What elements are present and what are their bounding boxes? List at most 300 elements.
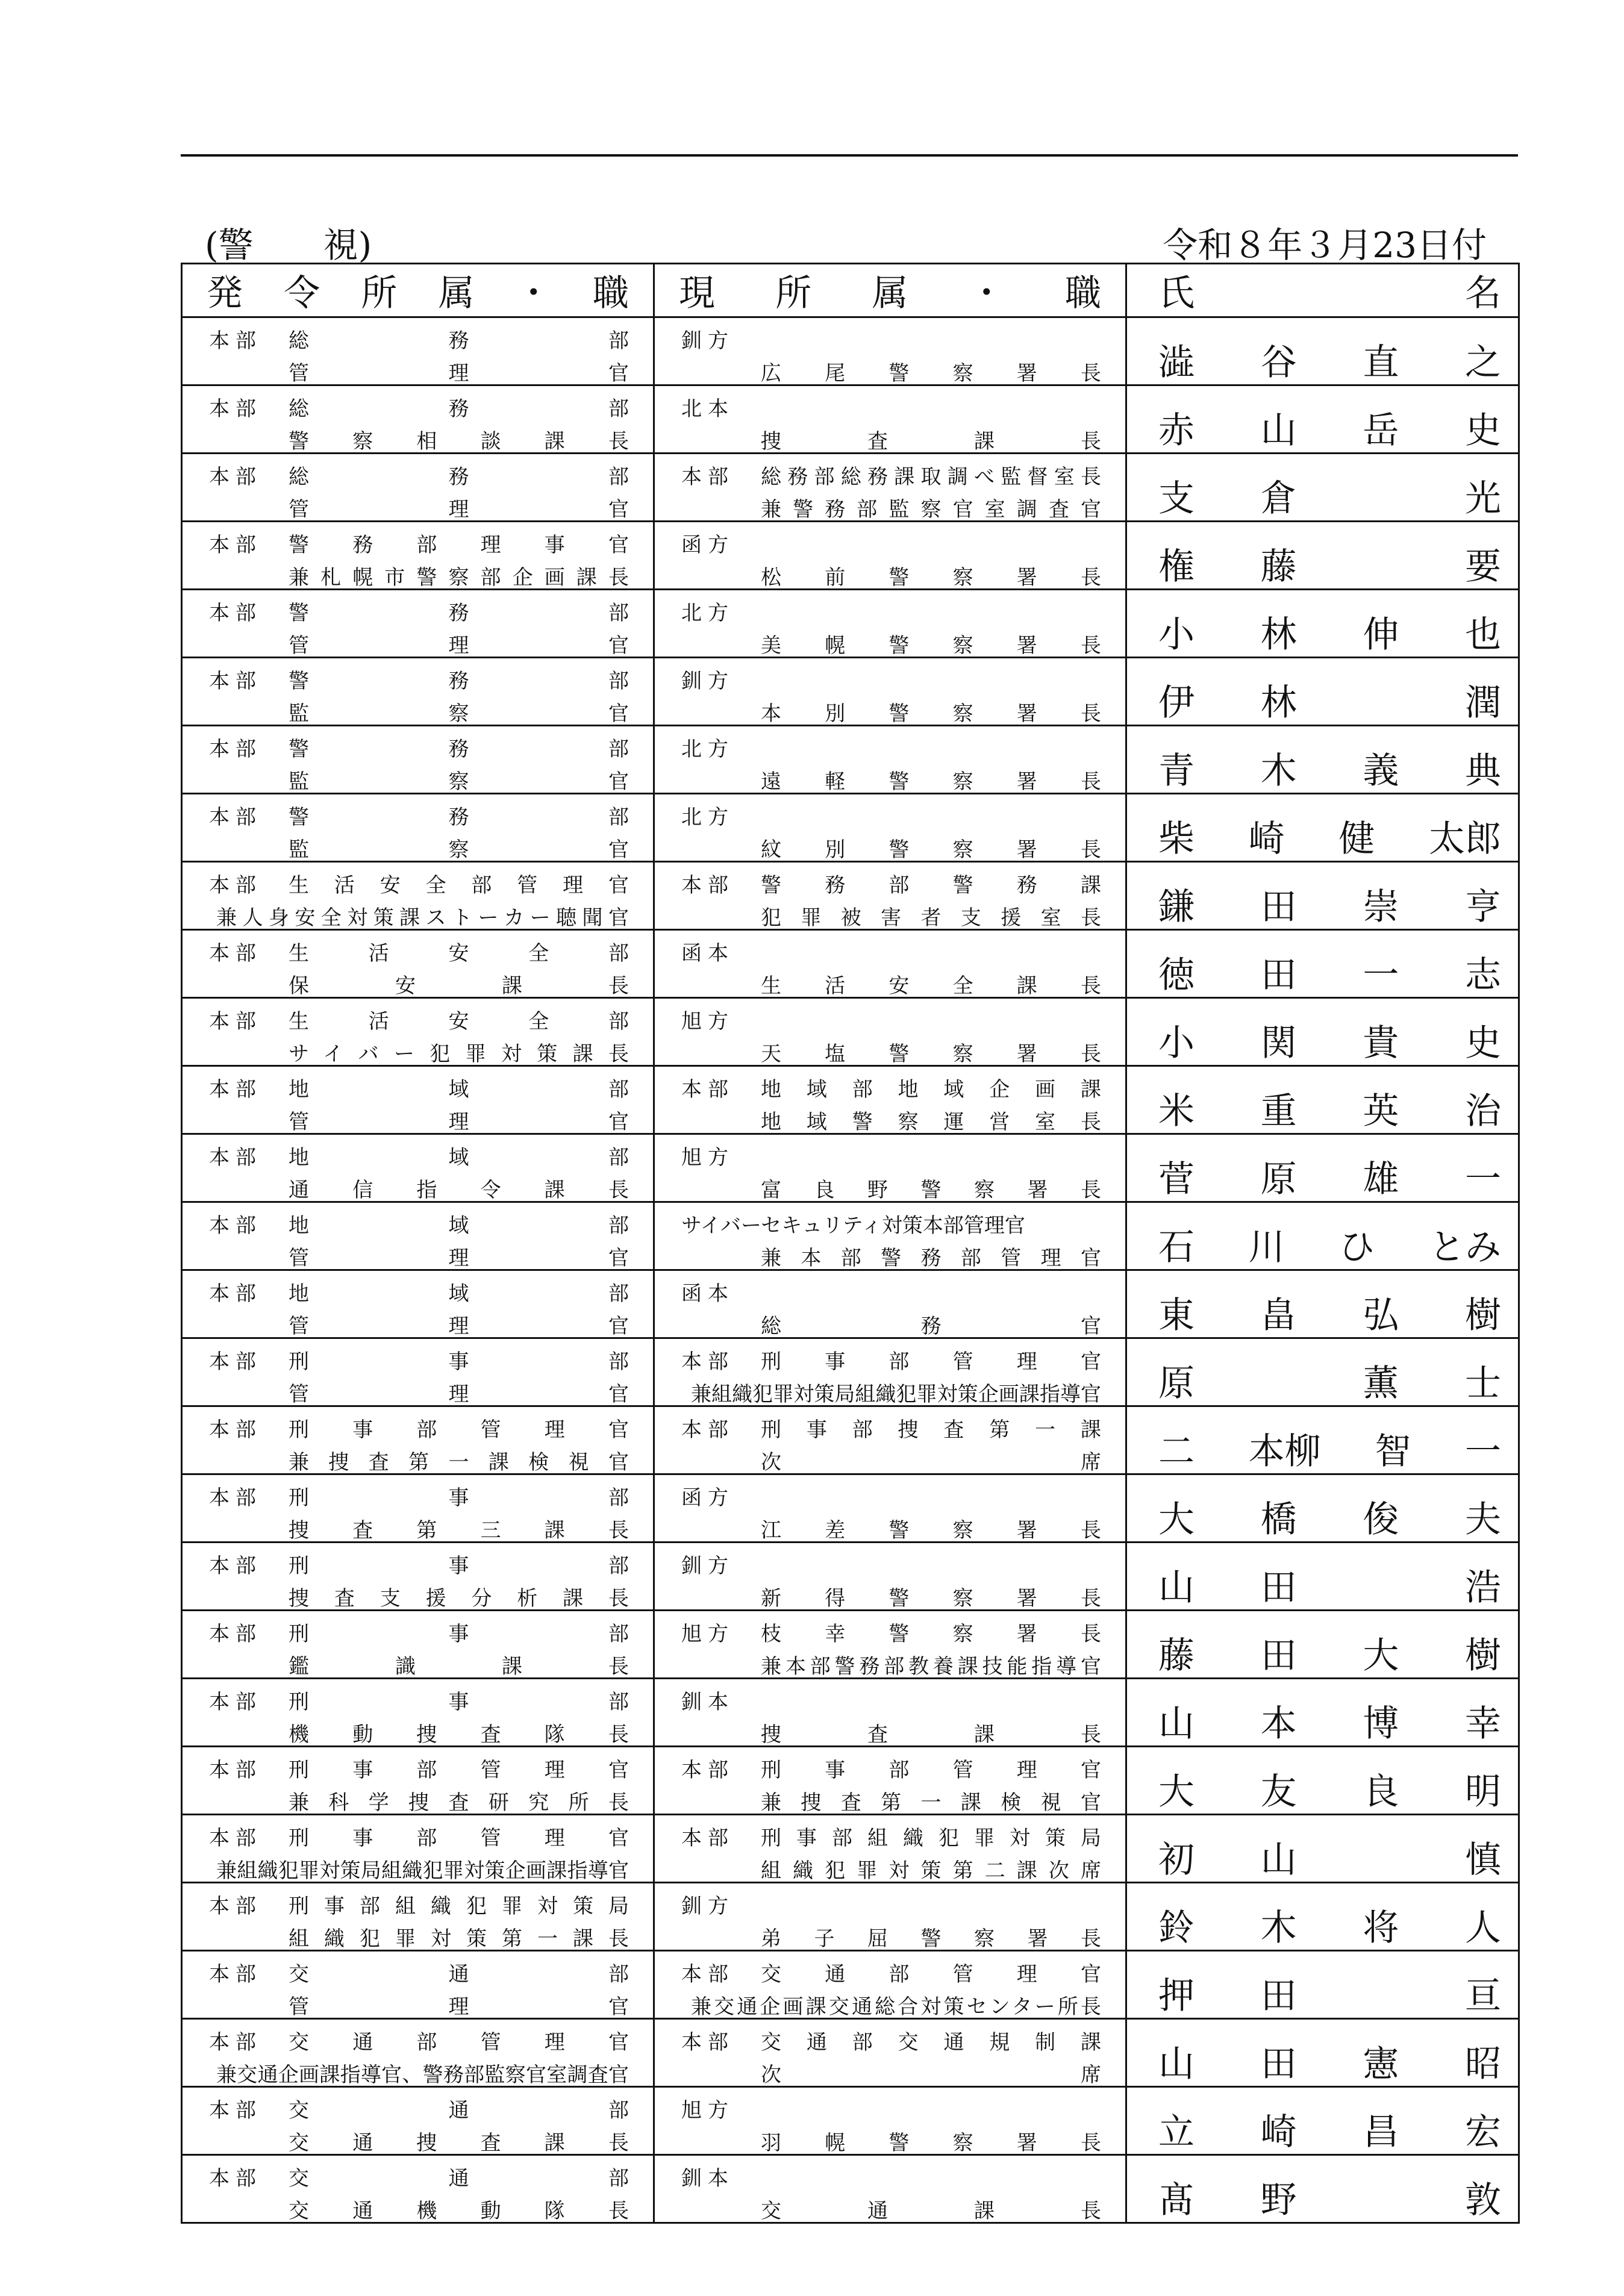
- current-department: [761, 664, 1101, 694]
- current-department: [761, 528, 1101, 558]
- issued-position: 保安課長: [289, 974, 629, 998]
- person-name: 二 本柳 智 一: [1158, 1430, 1501, 1473]
- issued-department: 交通部管理官: [289, 2030, 629, 2054]
- current-post-cell: [654, 454, 1126, 522]
- current-position: 江差警察署長: [761, 1518, 1101, 1543]
- issued-department: 地域部: [289, 1078, 629, 1102]
- issued-position: 兼人身安全対策課ストーカー聴聞官: [216, 906, 629, 930]
- table-row: [182, 1679, 1519, 1747]
- current-org-prefix: 旭方: [681, 1146, 734, 1170]
- issued-post-cell: [182, 2087, 654, 2155]
- table-row: [182, 522, 1519, 590]
- current-department: [761, 392, 1101, 422]
- issued-department: 刑事部管理官: [289, 1826, 629, 1850]
- current-org-prefix: 釧本: [681, 2167, 734, 2191]
- current-post-cell: [654, 590, 1126, 658]
- table-row: [182, 1747, 1519, 1815]
- current-org-prefix: 釧方: [681, 669, 734, 693]
- current-post-cell: [654, 794, 1126, 862]
- current-org-prefix: 釧方: [681, 1554, 734, 1578]
- name-cell: [1126, 522, 1519, 590]
- name-cell: [1126, 1883, 1519, 1951]
- issued-department: 総務部: [289, 397, 629, 421]
- current-department: 交通部管理官: [761, 1962, 1101, 1986]
- current-position: 美幌警察署長: [761, 634, 1101, 658]
- issued-org-prefix: 本部: [209, 1418, 262, 1442]
- person-name: 山 田 憲 昭: [1158, 2043, 1501, 2085]
- current-department: [761, 937, 1101, 966]
- current-position: 松前警察署長: [761, 566, 1101, 590]
- name-cell: [1126, 1338, 1519, 1406]
- issued-post-cell: [182, 2155, 654, 2223]
- table-row: [182, 2087, 1519, 2155]
- issued-position: 監察官: [289, 702, 629, 726]
- issued-org-prefix: 本部: [209, 2167, 262, 2191]
- current-position: 地域警察運営室長: [761, 1110, 1101, 1134]
- person-name: 鎌 田 崇 亨: [1158, 886, 1501, 928]
- effective-date: 令和８年３月23日付: [1163, 225, 1487, 266]
- issued-org-prefix: 本部: [209, 1009, 262, 1034]
- person-name: 鈴 木 将 人: [1158, 1907, 1501, 1949]
- table-row: [182, 930, 1519, 998]
- current-position: 兼捜査第一課検視官: [761, 1791, 1101, 1815]
- issued-department: 刑事部組織犯罪対策局: [289, 1894, 629, 1918]
- issued-org-prefix: 本部: [209, 669, 262, 693]
- current-position: 交通課長: [761, 2199, 1101, 2223]
- current-org-prefix: 釧本: [681, 1690, 734, 1714]
- current-position: 紋別警察署長: [761, 838, 1101, 862]
- issued-position: 兼組織犯罪対策局組織犯罪対策企画課指導官: [216, 1859, 629, 1883]
- current-post-cell: [654, 862, 1126, 930]
- current-org-prefix: 釧方: [681, 1894, 734, 1918]
- person-name: 伊 林 潤: [1158, 682, 1501, 724]
- current-department: [761, 1481, 1101, 1511]
- current-post-cell: [654, 658, 1126, 726]
- rank-heading: (警 視): [205, 225, 372, 266]
- issued-org-prefix: 本部: [209, 1554, 262, 1578]
- issued-department: 生活安全部: [289, 941, 629, 966]
- issued-department: 刑事部: [289, 1350, 629, 1374]
- table-row: [182, 1134, 1519, 1202]
- name-cell: [1126, 2019, 1519, 2087]
- person-name: 支 倉 光: [1158, 478, 1501, 520]
- current-position: 次席: [761, 2063, 1101, 2087]
- person-name: 青 木 義 典: [1158, 750, 1501, 792]
- issued-org-prefix: 本部: [209, 2030, 262, 2054]
- current-position: 兼本部警務部管理官: [761, 1246, 1101, 1270]
- name-cell: [1126, 1202, 1519, 1270]
- current-post-cell: [654, 385, 1126, 454]
- current-department: 刑事部管理官: [761, 1350, 1101, 1374]
- issued-post-cell: [182, 1066, 654, 1134]
- table-row: [182, 2019, 1519, 2087]
- current-post-cell: [654, 1474, 1126, 1543]
- table-row: [182, 862, 1519, 930]
- table-row: [182, 794, 1519, 862]
- col-name: 氏 名: [1126, 264, 1519, 317]
- person-name: 菅 原 雄 一: [1158, 1158, 1501, 1200]
- current-position: 本別警察署長: [761, 702, 1101, 726]
- issued-post-cell: [182, 794, 654, 862]
- person-name: 大 橋 俊 夫: [1158, 1499, 1501, 1541]
- issued-department: 地域部: [289, 1146, 629, 1170]
- current-org-prefix: 北方: [681, 737, 734, 761]
- current-org-prefix: 本部: [681, 1350, 734, 1374]
- issued-department: 刑事部: [289, 1554, 629, 1578]
- current-post-cell: [654, 522, 1126, 590]
- current-department: 交通部交通規制課: [761, 2030, 1101, 2054]
- person-name: 石 川 ひ とみ: [1158, 1226, 1501, 1268]
- current-org: サイバーセキュリティ対策本部管理官: [681, 1214, 1025, 1238]
- current-position: 弟子屈警察署長: [761, 1927, 1101, 1951]
- current-department: [761, 1141, 1101, 1170]
- current-post-cell: [654, 1679, 1126, 1747]
- issued-post-cell: [182, 1951, 654, 2019]
- current-department: [761, 800, 1101, 830]
- current-position: 広尾警察署長: [761, 361, 1101, 385]
- person-name: 澁 谷 直 之: [1158, 342, 1501, 384]
- name-cell: [1126, 1066, 1519, 1134]
- person-name: 赤 山 岳 史: [1158, 410, 1501, 452]
- issued-position: 監察官: [289, 838, 629, 862]
- current-position: 羽幌警察署長: [761, 2131, 1101, 2155]
- issued-position: 管理官: [289, 634, 629, 658]
- current-post-cell: [654, 1406, 1126, 1474]
- issued-org-prefix: 本部: [209, 1146, 262, 1170]
- current-position: 遠軽警察署長: [761, 770, 1101, 794]
- issued-department: 警務部: [289, 805, 629, 829]
- current-org-prefix: 北方: [681, 805, 734, 829]
- current-position: 次席: [761, 1450, 1101, 1474]
- issued-position: 管理官: [289, 1995, 629, 2019]
- issued-position: 管理官: [289, 1314, 629, 1338]
- current-post-cell: [654, 998, 1126, 1066]
- issued-org-prefix: 本部: [209, 1962, 262, 1986]
- person-name: 権 藤 要: [1158, 546, 1501, 588]
- current-post-cell: [654, 1338, 1126, 1406]
- current-department: [761, 1549, 1101, 1579]
- current-position: 生活安全課長: [761, 974, 1101, 998]
- table-row: [182, 726, 1519, 794]
- current-position: 捜査課長: [761, 429, 1101, 454]
- issued-org-prefix: 本部: [209, 397, 262, 421]
- issued-post-cell: [182, 1338, 654, 1406]
- issued-org-prefix: 本部: [209, 1622, 262, 1646]
- issued-position: 管理官: [289, 361, 629, 385]
- name-cell: [1126, 1815, 1519, 1883]
- issued-department: 総務部: [289, 329, 629, 353]
- issued-post-cell: [182, 726, 654, 794]
- issued-position: 管理官: [289, 498, 629, 522]
- person-name: 藤 田 大 樹: [1158, 1635, 1501, 1677]
- issued-org-prefix: 本部: [209, 2098, 262, 2123]
- issued-org-prefix: 本部: [209, 1350, 262, 1374]
- name-cell: [1126, 1679, 1519, 1747]
- issued-department: 警務部: [289, 737, 629, 761]
- issued-department: 刑事部: [289, 1622, 629, 1646]
- current-department: [761, 1005, 1101, 1034]
- current-department: [761, 1685, 1101, 1715]
- current-position: 兼本部警務部教養課技能指導官: [761, 1655, 1101, 1679]
- issued-position: 管理官: [289, 1382, 629, 1406]
- issued-position: 交通機動隊長: [289, 2199, 629, 2223]
- current-org-prefix: 本部: [681, 465, 734, 489]
- current-post-cell: [654, 1543, 1126, 1611]
- current-post-cell: [654, 1883, 1126, 1951]
- table-row: [182, 454, 1519, 522]
- person-name: 髙 野 敦: [1158, 2179, 1501, 2221]
- current-department: 総務部総務課取調べ監督室長: [761, 465, 1101, 489]
- person-name: 山 本 博 幸: [1158, 1703, 1501, 1745]
- issued-position: 管理官: [289, 1110, 629, 1134]
- person-name: 柴 崎 健 太郎: [1158, 818, 1501, 860]
- person-name: 原 薫 士: [1158, 1362, 1501, 1405]
- person-name: 小 林 伸 也: [1158, 614, 1501, 656]
- issued-org-prefix: 本部: [209, 1758, 262, 1782]
- current-org-prefix: 旭方: [681, 1009, 734, 1034]
- issued-post-cell: [182, 1747, 654, 1815]
- issued-post-cell: [182, 1815, 654, 1883]
- name-cell: [1126, 1406, 1519, 1474]
- issued-post-cell: [182, 1611, 654, 1679]
- table-row: [182, 1338, 1519, 1406]
- current-position: 兼組織犯罪対策局組織犯罪対策企画課指導官: [691, 1382, 1101, 1406]
- issued-position: 捜査支援分析課長: [289, 1586, 629, 1611]
- issued-org-prefix: 本部: [209, 465, 262, 489]
- person-name: 立 崎 昌 宏: [1158, 2111, 1501, 2153]
- issued-post-cell: [182, 1543, 654, 1611]
- current-position: 新得警察署長: [761, 1586, 1101, 1611]
- current-department: 地域部地域企画課: [761, 1078, 1101, 1102]
- issued-post-cell: [182, 658, 654, 726]
- table-row: [182, 1202, 1519, 1270]
- issued-department: 総務部: [289, 465, 629, 489]
- issued-post-cell: [182, 522, 654, 590]
- person-name: 徳 田 一 志: [1158, 954, 1501, 996]
- current-post-cell: [654, 1134, 1126, 1202]
- current-post-cell: [654, 930, 1126, 998]
- current-department: 警務部警務課: [761, 873, 1101, 897]
- current-org-prefix: 本部: [681, 1826, 734, 1850]
- current-post-cell: [654, 2155, 1126, 2223]
- issued-org-prefix: 本部: [209, 1690, 262, 1714]
- current-post-cell: [654, 1815, 1126, 1883]
- current-org-prefix: 北方: [681, 601, 734, 625]
- current-position: 犯罪被害者支援室長: [761, 906, 1101, 930]
- current-post-cell: [654, 1202, 1126, 1270]
- name-cell: [1126, 2155, 1519, 2223]
- current-position: 兼警務部監察官室調査官: [761, 498, 1101, 522]
- table-row: [182, 1270, 1519, 1338]
- issued-department: 交通部: [289, 1962, 629, 1986]
- current-post-cell: [654, 2019, 1126, 2087]
- issued-post-cell: [182, 998, 654, 1066]
- issued-department: 警務部理事官: [289, 533, 629, 557]
- current-department: [761, 2094, 1101, 2123]
- issued-org-prefix: 本部: [209, 1486, 262, 1510]
- current-org-prefix: 函方: [681, 1486, 734, 1510]
- issued-position: 鑑識課長: [289, 1655, 629, 1679]
- person-name: 山 田 浩: [1158, 1567, 1501, 1609]
- issued-position: 捜査第三課長: [289, 1518, 629, 1543]
- current-department: [761, 1277, 1101, 1306]
- table-row: [182, 1951, 1519, 2019]
- issued-department: 警務部: [289, 601, 629, 625]
- issued-org-prefix: 本部: [209, 1894, 262, 1918]
- current-post-cell: [654, 1747, 1126, 1815]
- issued-position: 兼科学捜査研究所長: [289, 1791, 629, 1815]
- current-position: 兼交通企画課交通総合対策センター所長: [691, 1995, 1101, 2019]
- current-post-cell: [654, 1270, 1126, 1338]
- name-cell: [1126, 385, 1519, 454]
- table-row: [182, 998, 1519, 1066]
- personnel-table: [181, 263, 1520, 2224]
- name-cell: [1126, 2087, 1519, 2155]
- issued-post-cell: [182, 2019, 654, 2087]
- current-org-prefix: 本部: [681, 1078, 734, 1102]
- table-row: [182, 1543, 1519, 1611]
- issued-position: 通信指令課長: [289, 1178, 629, 1202]
- current-post-cell: [654, 317, 1126, 385]
- issued-org-prefix: 本部: [209, 737, 262, 761]
- current-org-prefix: 旭方: [681, 2098, 734, 2123]
- issued-post-cell: [182, 590, 654, 658]
- table-row: [182, 1815, 1519, 1883]
- table-header-row: [182, 264, 1519, 317]
- issued-position: 警察相談課長: [289, 429, 629, 454]
- current-position: 組織犯罪対策第二課次席: [761, 1859, 1101, 1883]
- issued-org-prefix: 本部: [209, 1282, 262, 1306]
- current-org-prefix: 本部: [681, 2030, 734, 2054]
- table-row: [182, 317, 1519, 385]
- person-name: 大 友 良 明: [1158, 1771, 1501, 1813]
- current-org-prefix: 北本: [681, 397, 734, 421]
- issued-position: 交通捜査課長: [289, 2131, 629, 2155]
- current-post-cell: [654, 726, 1126, 794]
- current-post-cell: [654, 1611, 1126, 1679]
- issued-post-cell: [182, 930, 654, 998]
- name-cell: [1126, 590, 1519, 658]
- issued-department: 刑事部管理官: [289, 1758, 629, 1782]
- issued-org-prefix: 本部: [209, 533, 262, 557]
- current-department: 刑事部組織犯罪対策局: [761, 1826, 1101, 1850]
- table-row: [182, 658, 1519, 726]
- issued-org-prefix: 本部: [209, 873, 262, 897]
- issued-position: 兼札幌市警察部企画課長: [289, 566, 629, 590]
- issued-post-cell: [182, 1270, 654, 1338]
- table-row: [182, 1406, 1519, 1474]
- issued-org-prefix: 本部: [209, 601, 262, 625]
- issued-post-cell: [182, 1202, 654, 1270]
- issued-post-cell: [182, 1883, 654, 1951]
- name-cell: [1126, 454, 1519, 522]
- issued-department: 地域部: [289, 1282, 629, 1306]
- issued-post-cell: [182, 1474, 654, 1543]
- issued-department: 刑事部管理官: [289, 1418, 629, 1442]
- issued-position: 管理官: [289, 1246, 629, 1270]
- issued-department: 交通部: [289, 2167, 629, 2191]
- current-post-cell: [654, 2087, 1126, 2155]
- table-row: [182, 1066, 1519, 1134]
- issued-org-prefix: 本部: [209, 941, 262, 966]
- name-cell: [1126, 317, 1519, 385]
- name-cell: [1126, 726, 1519, 794]
- current-department: [761, 1889, 1101, 1919]
- name-cell: [1126, 1474, 1519, 1543]
- issued-department: 警務部: [289, 669, 629, 693]
- name-cell: [1126, 930, 1519, 998]
- current-post-cell: [654, 1066, 1126, 1134]
- current-org-prefix: 旭方: [681, 1622, 734, 1646]
- current-post-cell: [654, 1951, 1126, 2019]
- table-row: [182, 1611, 1519, 1679]
- table-row: [182, 1474, 1519, 1543]
- issued-post-cell: [182, 1134, 654, 1202]
- table-row: [182, 385, 1519, 454]
- current-department: [761, 324, 1101, 354]
- issued-department: 生活安全部管理官: [289, 873, 629, 897]
- current-org-prefix: 本部: [681, 1758, 734, 1782]
- issued-post-cell: [182, 862, 654, 930]
- issued-department: 刑事部: [289, 1690, 629, 1714]
- current-org-prefix: 函方: [681, 533, 734, 557]
- issued-org-prefix: 本部: [209, 805, 262, 829]
- issued-department: 生活安全部: [289, 1009, 629, 1034]
- issued-department: 刑事部: [289, 1486, 629, 1510]
- current-department: [761, 732, 1101, 762]
- current-department: 枝幸警察署長: [761, 1622, 1101, 1646]
- current-position: 天塩警察署長: [761, 1042, 1101, 1066]
- issued-org-prefix: 本部: [209, 1826, 262, 1850]
- col-issued-post: 発 令 所 属 ・ 職: [182, 264, 654, 317]
- person-name: 初 山 慎: [1158, 1839, 1501, 1881]
- issued-post-cell: [182, 385, 654, 454]
- issued-position: 組織犯罪対策第一課長: [289, 1927, 629, 1951]
- name-cell: [1126, 658, 1519, 726]
- name-cell: [1126, 862, 1519, 930]
- table-row: [182, 590, 1519, 658]
- issued-post-cell: [182, 454, 654, 522]
- name-cell: [1126, 1134, 1519, 1202]
- table-row: [182, 2155, 1519, 2223]
- issued-org-prefix: 本部: [209, 1078, 262, 1102]
- issued-position: 監察官: [289, 770, 629, 794]
- current-department: 刑事部管理官: [761, 1758, 1101, 1782]
- person-name: 東 畠 弘 樹: [1158, 1294, 1501, 1337]
- top-rule: [181, 154, 1518, 157]
- issued-position: 兼交通企画課指導官、警務部監察官室調査官: [216, 2063, 629, 2087]
- issued-position: 兼捜査第一課検視官: [289, 1450, 629, 1474]
- table-row: [182, 1883, 1519, 1951]
- person-name: 小 関 貴 史: [1158, 1022, 1501, 1064]
- current-department: 刑事部捜査第一課: [761, 1418, 1101, 1442]
- name-cell: [1126, 1543, 1519, 1611]
- issued-org-prefix: 本部: [209, 329, 262, 353]
- current-position: 総務官: [761, 1314, 1101, 1338]
- name-cell: [1126, 1951, 1519, 2019]
- issued-org-prefix: 本部: [209, 1214, 262, 1238]
- name-cell: [1126, 998, 1519, 1066]
- issued-position: サイバー犯罪対策課長: [289, 1042, 629, 1066]
- person-name: 押 田 亘: [1158, 1975, 1501, 2017]
- current-department: [761, 2162, 1101, 2191]
- current-position: 富良野警察署長: [761, 1178, 1101, 1202]
- issued-post-cell: [182, 1406, 654, 1474]
- name-cell: [1126, 1270, 1519, 1338]
- current-position: 捜査課長: [761, 1723, 1101, 1747]
- current-org-prefix: 本部: [681, 873, 734, 897]
- current-org-prefix: 函本: [681, 1282, 734, 1306]
